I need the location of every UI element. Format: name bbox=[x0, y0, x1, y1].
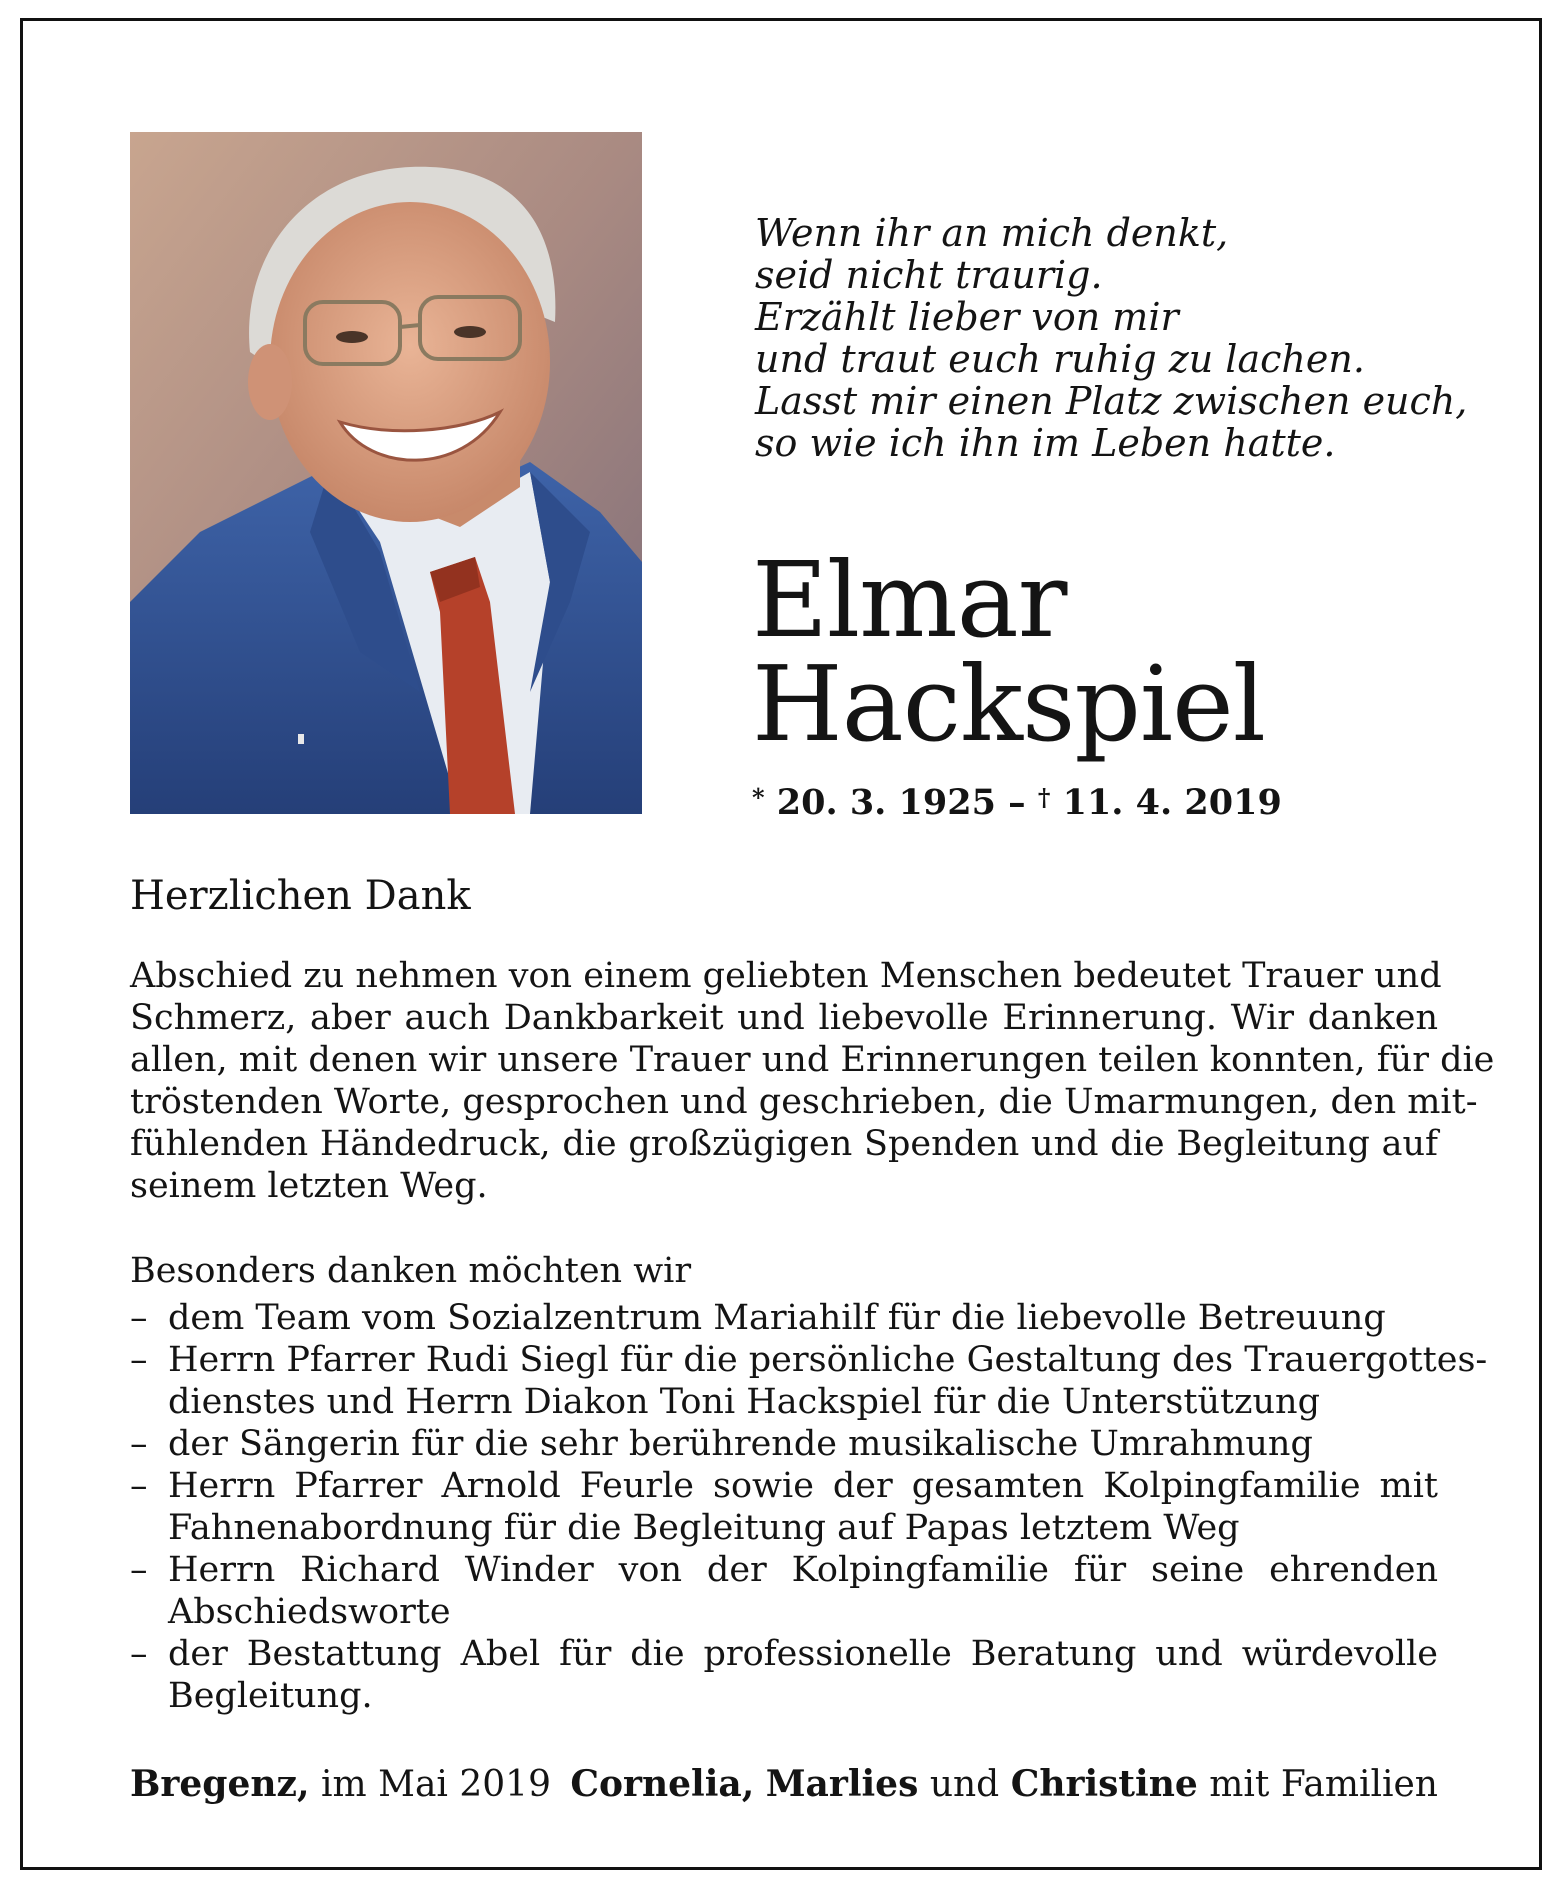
portrait-photo bbox=[130, 132, 642, 814]
poem-line: und traut euch ruhig zu lachen. bbox=[755, 337, 1365, 381]
poem-line: Erzählt lieber von mir bbox=[755, 295, 1179, 339]
place: Bregenz, bbox=[130, 1763, 310, 1805]
paragraph-line: fühlenden Händedruck, die großzügigen Spenden und die Begleitung auf bbox=[130, 1124, 1438, 1164]
list-item: – der Bestattung Abel für die professionelle Beratung und würdevolle Begleitung. bbox=[130, 1634, 1438, 1716]
dash-bullet: – bbox=[130, 1466, 148, 1506]
dash-bullet: – bbox=[130, 1424, 148, 1464]
thanks-paragraph bbox=[130, 955, 1495, 1207]
family-names bbox=[570, 1762, 1438, 1807]
life-dates bbox=[752, 782, 1282, 823]
poem-line: Wenn ihr an mich denkt, bbox=[755, 211, 1229, 255]
first-name: Elmar bbox=[752, 539, 1067, 661]
paragraph-line: allen, mit denen wir unsere Trauer und Erinnerungen teilen konnten, für die bbox=[130, 1040, 1495, 1080]
paragraph-line: tröstenden Worte, gesprochen und geschrieben, die Umarmungen, den mit- bbox=[130, 1082, 1478, 1122]
dash-bullet: – bbox=[130, 1550, 148, 1590]
last-name: Hackspiel bbox=[752, 643, 1265, 765]
list-item: – Herrn Pfarrer Arnold Feurle sowie der gesamten Kolpingfamilie mit Fahnenabordnung für die Begleitung auf Papas letztem Weg bbox=[130, 1466, 1438, 1548]
poem-line: Lasst mir einen Platz zwischen euch, bbox=[755, 379, 1468, 423]
paragraph-line: Abschied zu nehmen von einem geliebten Menschen bedeutet Trauer und bbox=[130, 956, 1442, 996]
dash-bullet: – bbox=[130, 1340, 148, 1380]
family-name: Cornelia, bbox=[570, 1763, 755, 1805]
date: im Mai 2019 bbox=[320, 1764, 551, 1805]
list-intro: Besonders danken möchten wir bbox=[130, 1251, 692, 1291]
conjunction: und bbox=[929, 1764, 1000, 1805]
dash-bullet: – bbox=[130, 1298, 148, 1338]
list-item: – Herrn Richard Winder von der Kolpingfamilie für seine ehrenden Abschiedsworte bbox=[130, 1550, 1438, 1632]
deceased-name bbox=[752, 539, 1265, 765]
thanks-list bbox=[130, 1297, 1488, 1717]
death-date: 11. 4. 2019 bbox=[1062, 782, 1282, 823]
birth-date: 20. 3. 1925 bbox=[776, 782, 996, 823]
poem-line: seid nicht traurig. bbox=[755, 253, 1103, 297]
family-name: Marlies bbox=[765, 1763, 919, 1805]
paragraph-line: Schmerz, aber auch Dankbarkeit und liebevolle Erinnerung. Wir danken bbox=[130, 998, 1438, 1038]
list-item: – dem Team vom Sozialzentrum Mariahilf für die liebevolle Betreuung bbox=[130, 1298, 1386, 1338]
place-date bbox=[130, 1762, 551, 1807]
list-item: – Herrn Pfarrer Rudi Siegl für die persönliche Gestaltung des Trauergottes- dienstes und Herrn Diakon Toni Hackspiel für die Unterstützung bbox=[130, 1340, 1488, 1422]
paragraph-line: seinem letzten Weg. bbox=[130, 1166, 488, 1206]
list-item: – der Sängerin für die sehr berührende musikalische Umrahmung bbox=[130, 1424, 1313, 1464]
family-name: Christine bbox=[1010, 1763, 1198, 1805]
poem-line: so wie ich ihn im Leben hatte. bbox=[755, 421, 1336, 465]
date-separator: – bbox=[1008, 782, 1026, 823]
birth-symbol: * bbox=[752, 783, 765, 812]
death-symbol: † bbox=[1037, 783, 1051, 812]
dash-bullet: – bbox=[130, 1634, 148, 1674]
thanks-heading: Herzlichen Dank bbox=[130, 873, 471, 919]
poem bbox=[755, 212, 1467, 464]
family-suffix: mit Familien bbox=[1209, 1764, 1438, 1805]
